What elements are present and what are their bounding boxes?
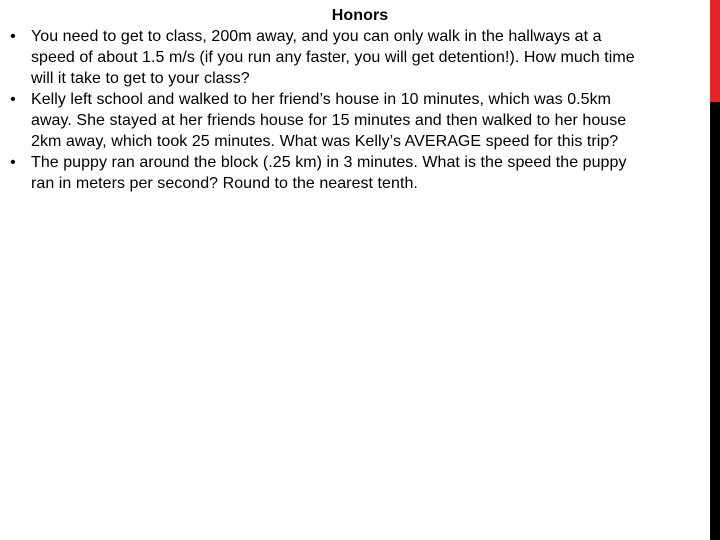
question-item-1 <box>4 26 708 89</box>
question-3-line-1: The puppy ran around the block (.25 km) in 3 minutes. What is the speed the puppy <box>31 154 627 171</box>
question-item-3 <box>4 152 708 194</box>
question-list <box>4 26 708 194</box>
question-3-line-2: ran in meters per second? Round to the nearest tenth. <box>31 175 418 192</box>
question-1-line-1: You need to get to class, 200m away, and you can only walk in the hallways at a <box>31 28 602 45</box>
question-1-line-3: will it take to get to your class? <box>31 70 250 87</box>
bullet-icon: • <box>10 91 16 108</box>
question-2-line-3: 2km away, which took 25 minutes. What was Kelly’s AVERAGE speed for this trip? <box>31 133 619 150</box>
slide-title-text: Honors <box>331 7 389 24</box>
question-2-line-1: Kelly left school and walked to her friend’s house in 10 minutes, which was 0.5km <box>31 91 612 108</box>
question-2-line-2: away. She stayed at her friends house for 15 minutes and then walked to her house <box>31 112 627 129</box>
slide-title <box>0 6 720 26</box>
question-item-2 <box>4 89 708 152</box>
question-1-line-2: speed of about 1.5 m/s (if you run any faster, you will get detention!). How much time <box>31 49 635 66</box>
bullet-icon: • <box>10 28 16 45</box>
bullet-icon: • <box>10 154 16 171</box>
